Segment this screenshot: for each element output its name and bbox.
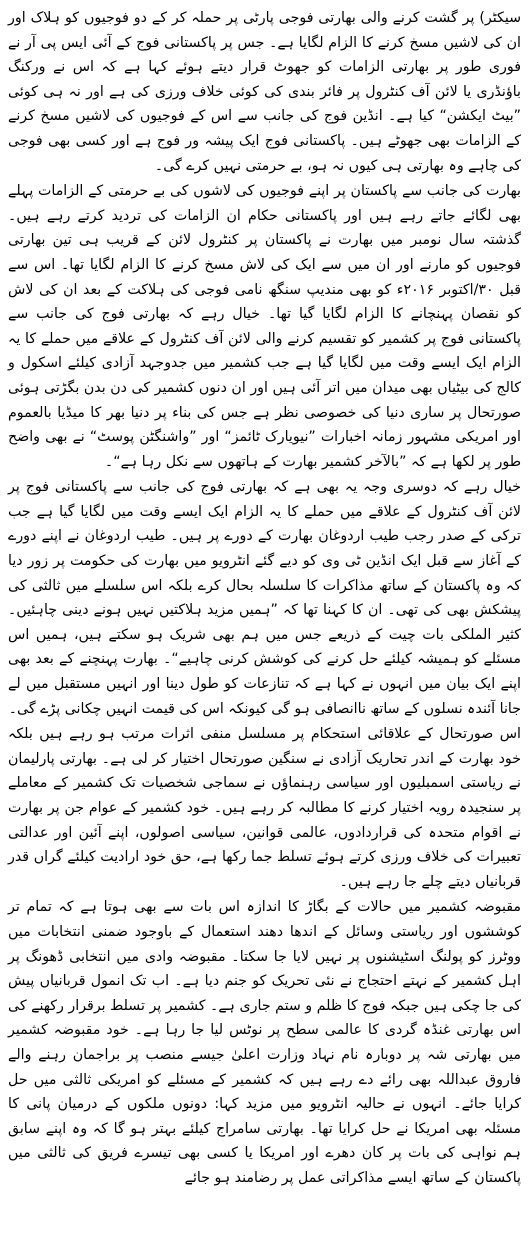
- article-paragraph-2: بھارت کی جانب سے پاکستان پر اپنے فوجیوں کی لاشوں کی بے حرمتی کے الزامات پہلے بھی لگائے جاتے رہے ہیں اور پاکستانی حکام ان الزامات کی تردید کرتے رہے ہیں۔ گذشتہ سال نومبر میں بھارت نے پاکستان پر کنٹرول لائن کے قریب ہی تین بھارتی فوجیوں کو مارنے اور ان میں سے ایک کی لاش مسخ کرنے کا الزام لگایا تھا۔ اس سے قبل ۳۰/اکتوبر ۲۰۱۶ء کو بھی مندیپ سنگھ نامی فوجی کی ہلاکت کے بعد ان کی لاش کو نقصان پہنچانے کا الزام لگایا گیا تھا۔ خیال رہے کہ بھارتی فوج کی جانب سے پاکستانی فوج پر کشمیر کو تقسیم کرنے والی لائن آف کنٹرول کے علاقے میں حملے کا یہ الزام ایک ایسے وقت میں لگایا گیا ہے جب کشمیر میں جدوجہد آزادی کیلئے اسکول و کالج کی بیٹیاں بھی میدان میں اتر آئی ہیں اور ان دنوں کشمیر کی دن بدن بگڑتی ہوئی صورتحال پر ساری دنیا کی خصوصی نظر ہے جس کی بناء پر دنیا بھر کا میڈیا بالعموم اور امریکی مشہور زمانہ اخبارات ”نیویارک ٹائمز“ اور ”واشنگٹن پوسٹ“ نے بھی واضح طور پر لکھا ہے کہ ”بالآخر کشمیر بھارت کے ہاتھوں سے نکل رہا ہے“۔: [8, 183, 521, 470]
- article-paragraph-4: اس صورتحال کے علاقائی استحکام پر مسلسل منفی اثرات مرتب ہو رہے ہیں بلکہ خود بھارت کے اندر تحاریک آزادی نے سنگین صورتحال اختیار کر لی ہے۔ بھارتی پارلیمان نے ریاستی اسمبلیوں اور سیاسی رہنماؤں نے سماجی شخصیات تک کشمیر کے معاملے پر سنجیدہ رویہ اختیار کرنے کا مطالبہ کر رہے ہیں۔ خود کشمیر کے عوام جن پر بھارت نے اقوام متحدہ کی قراردادوں، عالمی قوانین، سیاسی اصولوں، اپنے آئین اور عدالتی تعبیرات کی خلاف ورزی کرتے ہوئے تسلط جما رکھا ہے، حق خود ارادیت کیلئے گراں قدر قربانیاں دیتے چلے جا رہے ہیں۔: [8, 726, 521, 890]
- article-paragraph-5: مقبوضہ کشمیر میں حالات کے بگاڑ کا اندازہ اس بات سے بھی ہوتا ہے کہ تمام تر کوششوں اور ریاستی وسائل کے اندھا دھند استعمال کے باوجود ضمنی انتخابات میں ووٹرز کو پولنگ اسٹیشنوں پر نہیں لایا جا سکتا۔ مقبوضہ وادی میں انتخابی ڈھونگ پر اہل کشمیر کے نہتے احتجاج نے نئی تحریک کو جنم دیا ہے۔ اب تک انمول قربانیاں پیش کی جا چکی ہیں جبکہ فوج کا ظلم و ستم جاری ہے۔ کشمیر پر تسلط برقرار رکھنے کی اس بھارتی غنڈہ گردی کا عالمی سطح پر نوٹس لیا جا رہا ہے۔ خود مقبوضہ کشمیر میں بھارتی شہ پر دوبارہ نام نہاد وزارت اعلیٰ جیسے منصب پر براجمان رہنے والے فاروق عبداللہ بھی رائے دے رہے ہیں کہ کشمیر کے مسئلے کو امریکی ثالثی میں حل کرایا جائے۔ انہوں نے حالیہ انٹرویو میں مزید کہا: دونوں ملکوں کے درمیان پانی کا مسئلہ بھی امریکا نے حل کرایا تھا۔ بھارتی سامراج کیلئے بہتر ہو گا کہ وہ اپنے سابق ہم نواہی کی بات پر کان دھرے اور امریکا یا کسی بھی تیسرے فریق کی ثالثی میں پاکستان کے ساتھ ایسے مذاکراتی عمل پر رضامند ہو جائے: [8, 899, 521, 1186]
- article-paragraph-3: خیال رہے کہ دوسری وجہ یہ بھی ہے کہ بھارتی فوج کی جانب سے پاکستانی فوج پر لائن آف کنٹرول کے علاقے میں حملے کا یہ الزام ایک ایسے وقت میں لگایا گیا ہے جب ترکی کے صدر رجب طیب اردوغان بھارت کے دورے پر ہیں۔ طیب اردوغان نے اپنے دورے کے آغاز سے قبل ایک انڈین ٹی وی کو دیے گئے انٹرویو میں بھارت کی حکومت پر زور دیا کہ وہ پاکستان کے ساتھ مذاکرات کا سلسلہ بحال کرے بلکہ اس سلسلے میں ثالثی کی پیشکش بھی کی تھی۔ ان کا کہنا تھا کہ ”ہمیں مزید ہلاکتیں نہیں ہونے دینی چاہئیں۔ کثیر الملکی بات چیت کے ذریعے جس میں ہم بھی شریک ہو سکتے ہیں، ہمیں اس مسئلے کو ہمیشہ کیلئے حل کرنے کی کوشش کرنی چاہیے“۔ بھارت پہنچنے کے بعد بھی اپنے ایک بیان میں انہوں نے کہا ہے کہ تنازعات کو طول دینا اور انہیں مستقبل میں لے جانا آئندہ نسلوں کے ساتھ ناانصافی ہو گی کیونکہ اس کی قیمت انہیں چکانی پڑے گی۔: [8, 479, 521, 717]
- article-paragraph-1: سیکٹر) پر گشت کرنے والی بھارتی فوجی پارٹی پر حملہ کر کے دو فوجیوں کو ہلاک اور ان کی لاشیں مسخ کرنے کا الزام لگایا ہے۔ جس پر پاکستانی فوج کے آئی ایس پی آر نے فوری طور پر بھارتی الزامات کو جھوٹ قرار دیتے ہوئے کہا ہے کہ اس نے ورکنگ باؤنڈری یا لائن آف کنٹرول پر فائر بندی کی کوئی خلاف ورزی کی ہے اور نہ ہی کوئی ”بیٹ ایکشن“ کیا ہے۔ انڈین فوج کی جانب سے اس کے فوجیوں کی لاشیں مسخ کرنے کے الزامات بھی جھوٹے ہیں۔ پاکستانی فوج ایک پیشہ ور فوج ہے اور کسی بھی فوجی کی چاہے وہ بھارتی ہی کیوں نہ ہو، بے حرمتی نہیں کرے گی۔: [8, 10, 521, 174]
